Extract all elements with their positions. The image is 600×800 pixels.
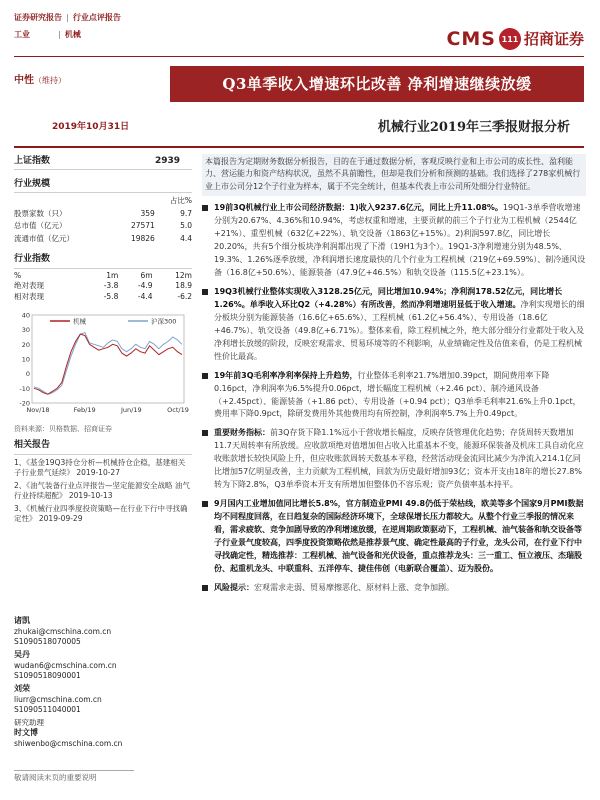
bullet-lead: 9月国内工业增加值同比增长5.8%，官方制造业PMI 49.8仍低于荣枯线，欧美等多个国家9月PMI数据均不同程度回落，在日趋复杂的国际经济环境下，全球保增长压力都较大。从整个行业三季报的情况来看，需求疲软、竞争加剧导致的净利增速放缓，在逆周期政策驱动下，工程机械、油气装备和轨交设备等子行业景气度较高，四季度投资策略依然是推荐景气度、确定性最高的子行业，龙头公司，在行业下行中寻找确定性，精选推荐：工程机械、油气设备和光伏设备，重点推荐龙头：三一重工、恒立液压、杰瑞股份、起重机龙头、中联重科、五洋停车、捷佳伟创（电新联合覆盖）、迈为股份。	[214, 499, 584, 573]
related-report-item[interactable]	[14, 458, 192, 478]
y-tick-label: -20	[19, 399, 30, 408]
performance-table	[14, 271, 192, 303]
table-row	[14, 233, 192, 246]
x-tick-label: Nov/18	[26, 406, 50, 415]
bullet-text: 净利实现增长的细分板块分别为能源装备（16.6亿+65.6%）、工程机械（61.2亿+56.4%）、专用设备（18.6亿+46.7%）、轨交设备（49.8亿+6.71%）。整体来看，除工程机械之外，绝大部分细分行业都处于收入及净利增长放缓的阶段，反映宏观需求、贸易环境等的不利影响，从业绩确定性及估值来看，仍是工程机械性价比最高。	[214, 299, 585, 361]
bullet-lead: 19Q3机械行业整体实现收入3128.25亿元，同比增加10.94%；净利润178.52亿元，同比增长1.26%。单季收入环比Q2（+4.28%）有所改善，然而净利增速明显低于收入增速。	[214, 286, 563, 309]
assistant-entry	[14, 718, 192, 749]
related-reports-heading: 相关报告	[14, 439, 192, 455]
rating-value: 中性	[14, 75, 34, 86]
related-reports	[14, 439, 192, 524]
report-date: 2019年10月31日	[52, 122, 130, 132]
perf-label: 绝对表现	[14, 281, 44, 291]
y-tick-label: -10	[19, 385, 30, 394]
analyst-cert: S1090511040001	[14, 705, 81, 715]
bullet-point	[202, 370, 586, 422]
bullet-lead: 19前3Q机械行业上市公司经济数据：1)收入9237.6亿元，同比上升11.08%。	[214, 203, 503, 213]
logo-company-name: 招商证券	[523, 29, 584, 48]
analyst-list	[14, 616, 192, 752]
rating-label	[14, 74, 66, 88]
perf-1m: -3.8	[103, 281, 119, 291]
table-row	[14, 208, 192, 221]
logo-cms-text: CMS	[446, 28, 496, 50]
analyst-name: 诸凯	[14, 616, 30, 625]
bullet-point	[202, 582, 586, 595]
report-header	[14, 12, 194, 40]
report-sector: 工业	[14, 30, 30, 40]
bullet-point	[202, 427, 586, 492]
analyst-email[interactable]: zhukai@cmschina.com.cn	[14, 626, 112, 636]
table-row	[14, 292, 192, 303]
related-report-title: 3、《机械行业四季度投资策略—在行业下行中寻找确定性》	[14, 504, 188, 524]
logo-badge-icon: 111	[499, 28, 521, 50]
bullet-text: 宏观需求走弱、贸易摩擦恶化、原材料上涨、竞争加剧。	[254, 582, 454, 592]
assistant-name: 时文博	[14, 728, 38, 738]
y-tick-label: 20	[21, 341, 30, 350]
analyst-entry	[14, 684, 192, 715]
report-category-line: 证券研究报告 | 行业点评报告	[14, 13, 121, 22]
y-tick-label: 0	[25, 370, 30, 379]
analyst-cert: S1090518090001	[14, 670, 81, 680]
main-content	[202, 154, 586, 595]
scale-header-pct: 占比%	[169, 196, 192, 206]
perf-12m: -6.2	[177, 291, 192, 301]
related-report-title: 1、《基金19Q3持仓分析—机械持仓企稳，基建相关子行业景气延续》	[14, 457, 186, 477]
related-report-date: 2019-10-27	[76, 467, 120, 477]
table-header-row	[14, 271, 192, 282]
report-category: 证券研究报告	[14, 13, 62, 22]
bullet-text: 19Q1-3单季营收增速分别为20.67%、4.36%和10.94%，考虑权重和增速，主要贡献的前三个子行业为工程机械（2544亿+21%）、重型机械（632亿+22%）、轨交设备（1863亿+15%）。2)利润597.8亿，同比增长20.20%，共有5个细分板块净利润都出现了下滑（19H1为3个）。19Q1-3净利增速分别为48.5%、19.3%、1.26%逐季放缓，净利润增长速度最快的几个行业为工程机械（219亿+69.59%）、制冷通风设备（16.8亿+50.6%）、能源装备（47.9亿+46.5%）和轨交设备（115.5亿+23.1%）。	[214, 203, 586, 277]
analyst-email[interactable]: wudan6@cmschina.com.cn	[14, 660, 117, 670]
perf-header-12m: 12m	[175, 270, 192, 280]
bullet-lead: 重要财务指标：	[214, 428, 270, 438]
perf-6m: -4.4	[137, 291, 153, 301]
footer-divider	[14, 770, 134, 771]
analyst-email[interactable]: liurr@cmschina.com.cn	[14, 694, 102, 704]
perf-header-6m: 6m	[140, 270, 153, 280]
market-index-value: 2939	[154, 156, 180, 166]
perf-header-unit: %	[14, 270, 22, 280]
market-index-label: 上证指数	[14, 156, 51, 166]
report-title: 机械行业2019年三季报财报分析	[377, 120, 570, 135]
scale-pct: 4.4	[180, 233, 192, 243]
perf-12m: 18.9	[175, 281, 192, 291]
related-report-item[interactable]	[14, 504, 192, 524]
assistant-email[interactable]: shiwenbo@cmschina.com.cn	[14, 739, 123, 749]
related-report-date: 2019-09-29	[38, 514, 83, 524]
x-tick-label: Jun/19	[121, 406, 142, 415]
perf-6m: -4.9	[137, 281, 153, 291]
legend-label: 机械	[73, 317, 86, 326]
industry-scale-table	[14, 195, 192, 245]
report-subcategory: 行业点评报告	[72, 13, 121, 22]
related-report-date: 2019-10-13	[68, 491, 113, 501]
analyst-name: 刘荣	[14, 684, 30, 694]
index-chart-svg	[14, 305, 192, 423]
scale-value: 359	[140, 208, 155, 218]
report-industry: 机械	[64, 30, 81, 40]
brand-logo	[446, 26, 584, 53]
chart-source: 资料来源：贝格数据、招商证券	[14, 425, 112, 434]
table-row	[14, 281, 192, 292]
x-tick-label: Feb/19	[73, 406, 96, 415]
bullet-lead: 19年前3Q毛利率净利率保持上升趋势，	[214, 370, 358, 380]
perf-label: 相对表现	[14, 291, 44, 301]
series-line	[34, 333, 182, 395]
rating-sub: （维持）	[34, 76, 66, 85]
analyst-entry	[14, 650, 192, 681]
bullet-lead: 风险提示：	[214, 582, 254, 592]
sidebar	[14, 154, 192, 780]
index-chart	[14, 305, 192, 423]
scale-pct: 5.0	[180, 221, 192, 231]
bullet-point	[202, 202, 586, 280]
analyst-name: 吴丹	[14, 650, 30, 660]
footer-note: 敬请阅读末页的重要说明	[14, 773, 97, 782]
y-tick-label: 40	[21, 311, 30, 320]
assistant-label: 研究助理	[14, 718, 44, 728]
market-index-row	[14, 154, 192, 170]
analyst-cert: S1090518070005	[14, 636, 81, 646]
related-report-item[interactable]	[14, 481, 192, 501]
x-tick-label: Oct/19	[167, 406, 189, 415]
industry-index-heading: 行业指数	[14, 253, 192, 269]
header-divider	[14, 56, 584, 57]
industry-scale-heading: 行业规模	[14, 178, 192, 194]
legend-label: 沪深300	[151, 317, 177, 326]
summary-box: 本篇报告为定期财务数据分析报告，目的在于通过数据分析，客观反映行业和上市公司的成长性、盈利能力、营运能力和资产结构状况，虽然不具前瞻性，但却是我们分析和预测的基础。我们选择了278家机械行业上市公司分12个子行业为样本，属于不完全统计，但基本代表上市公司所处细分行业特征。	[202, 154, 586, 196]
table-row	[14, 220, 192, 233]
related-report-title: 2、《油气装备行业点评报告—坚定能源安全战略 油气行业持续超配》	[14, 480, 190, 501]
bullet-point	[202, 286, 586, 364]
scale-label: 总市值（亿元）	[14, 221, 67, 231]
y-tick-label: 30	[21, 326, 30, 335]
headline-banner: Q3单季收入增速环比改善 净利增速继续放缓	[170, 66, 584, 102]
bullet-point	[202, 498, 586, 576]
bullet-text: 行业整体毛利率21.7%增加0.39pct，期间费用率下降0.16pct，净利润率为6.5%提升0.06pct，增长幅度工程机械（+2.46 pct）、制冷通风设备（+2.45pct）、能源装备（+1.86 pct）、专用设备（+0.94 pct）；Q3单季毛利率21.6%上升0.1pct，费用率下降0.9pct，除研发费用外其他费用均有所控制，净利润率5.7%上升0.49pct。	[214, 370, 581, 419]
scale-value: 27571	[130, 221, 155, 231]
y-tick-label: 10	[21, 355, 30, 364]
scale-label: 流通市值（亿元）	[14, 233, 74, 243]
bullet-text: 前3Q存货下降1.1%远小于营收增长幅度，反映存货管理优化趋势；存货周转天数增加11.7天周转率有所放缓。应收款项绝对值增加但占收入比重基本不变，能源环保装备及机床工具自动化应收账款增长较快风险上升，但应收账款周转天数基本平稳，经营活动现金流同比减少为净流入214.1亿同比增加57亿明显改善，主力贡献为工程机械，回款为历史最好增加93亿；资本开支由18年的增长27.8%转为下降2.8%，Q3单季资本开支有所增加但整体仍不容乐观；资产负债率基本持平。	[214, 428, 584, 490]
title-divider	[14, 146, 584, 148]
report-sector-line: 工业 | 机械	[14, 30, 81, 40]
scale-value: 19826	[130, 233, 155, 243]
perf-header-1m: 1m	[106, 270, 119, 280]
scale-pct: 9.7	[180, 208, 192, 218]
perf-1m: -5.8	[103, 291, 119, 301]
scale-label: 股票家数（只）	[14, 208, 67, 218]
analyst-entry	[14, 616, 192, 647]
